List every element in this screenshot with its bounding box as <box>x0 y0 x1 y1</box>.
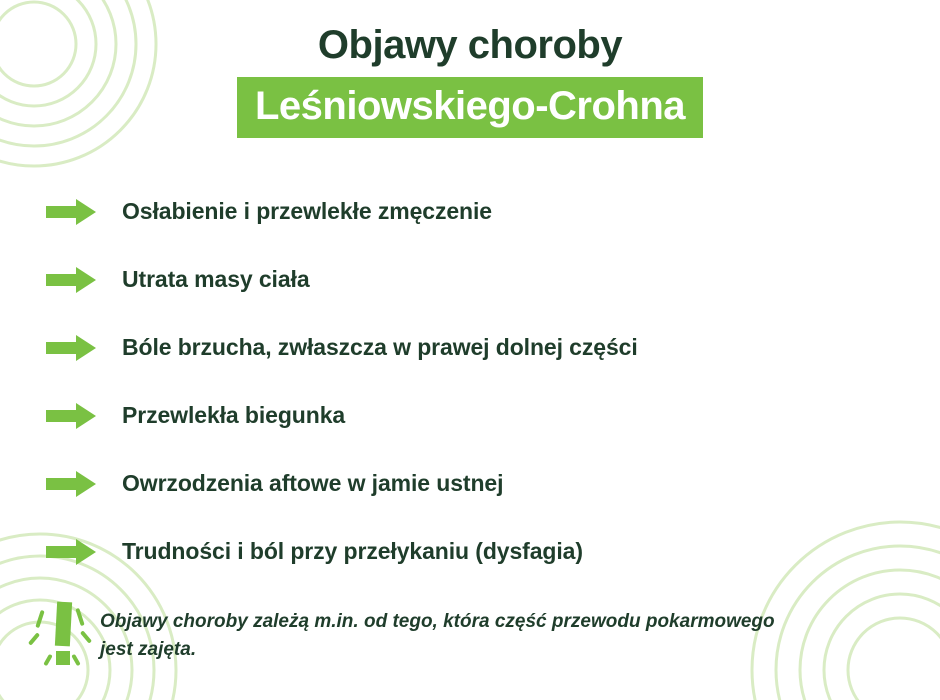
list-item <box>46 246 906 314</box>
symptom-label: Utrata masy ciała <box>122 266 310 293</box>
symptom-list <box>46 178 906 586</box>
symptom-label: Bóle brzucha, zwłaszcza w prawej dolnej części <box>122 334 638 361</box>
exclamation-icon <box>30 598 92 674</box>
symptom-label: Owrzodzenia aftowe w jamie ustnej <box>122 470 504 497</box>
arrow-right-icon <box>46 471 102 497</box>
list-item <box>46 518 906 586</box>
list-item <box>46 178 906 246</box>
list-item <box>46 314 906 382</box>
title-line-2: Leśniowskiego-Crohna <box>254 84 686 128</box>
footnote-text: Objawy choroby zależą m.in. od tego, która część przewodu pokarmowego jest zajęta. <box>100 611 775 660</box>
list-item <box>46 382 906 450</box>
arrow-right-icon <box>46 267 102 293</box>
arrow-right-icon <box>46 199 102 225</box>
list-item <box>46 450 906 518</box>
arrow-right-icon <box>46 335 102 361</box>
symptom-label: Osłabienie i przewlekłe zmęczenie <box>122 198 492 225</box>
page-title <box>0 22 940 138</box>
arrow-right-icon <box>46 539 102 565</box>
footnote <box>30 598 890 674</box>
symptom-label: Przewlekła biegunka <box>122 402 346 429</box>
arrow-right-icon <box>46 403 102 429</box>
title-line-1: Objawy choroby <box>317 23 623 67</box>
symptom-label: Trudności i ból przy przełykaniu (dysfagia) <box>122 538 583 565</box>
title-highlight-band <box>237 77 703 138</box>
